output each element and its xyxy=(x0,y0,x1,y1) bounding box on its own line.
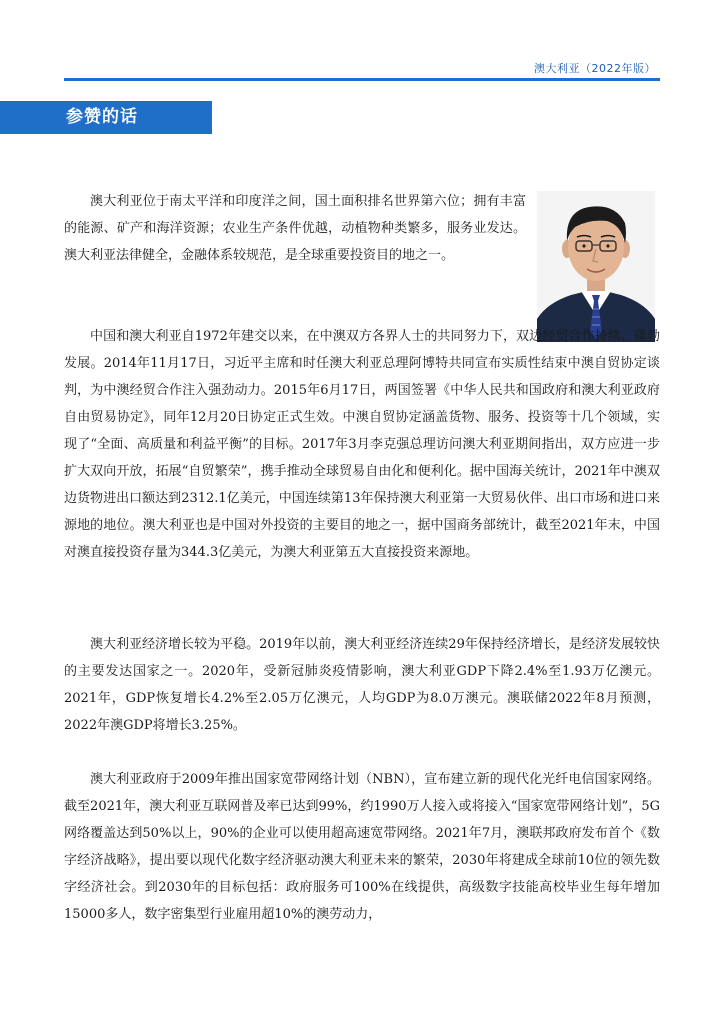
paragraph-economy: 澳大利亚经济增长较为平稳。2019年以前，澳大利亚经济连续29年保持经济增长，是经济发展较快的主要发达国家之一。2020年，受新冠肺炎疫情影响，澳大利亚GDP下降2.4%至1.93万亿澳元。2021年，GDP恢复增长4.2%至2.05万亿澳元，人均GDP为8.0万澳元。澳联储2022年8月预测，2022年澳GDP将增长3.25%。 xyxy=(64,637,660,733)
paragraph-digital-economy: 澳大利亚政府于2009年推出国家宽带网络计划（NBN），宣布建立新的现代化光纤电信国家网络。截至2021年，澳大利亚互联网普及率已达到99%，约1990万人接入或将接入“国家宽带网络计划”，5G网络覆盖达到50%以上，90%的企业可以使用超高速宽带网络。2021年7月，澳联邦政府发布首个《数字经济战略》，提出要以现代化数字经济驱动澳大利亚未来的繁荣，2030年将建成全球前10位的领先数字经济社会。到2030年的目标包括：政府服务可100%在线提供，高级数字技能高校毕业生每年增加15000多人，数字密集型行业雇用超10%的澳劳动力， xyxy=(64,772,660,922)
paragraph-intro: 澳大利亚位于南太平洋和印度洋之间，国土面积排名世界第六位；拥有丰富的能源、矿产和海洋资源；农业生产条件优越，动植物种类繁多，服务业发达。澳大利亚法律健全，金融体系较规范，是全球重要投资目的地之一。 xyxy=(64,194,526,263)
header-label: 澳大利亚（2022年版） xyxy=(534,62,656,75)
section-title: 参赞的话 xyxy=(66,107,138,127)
person-portrait-icon xyxy=(537,191,655,342)
paragraph-trade-relations: 中国和澳大利亚自1972年建交以来，在中澳双方各界人士的共同努力下，双边经贸合作持续、蓬勃发展。2014年11月17日，习近平主席和时任澳大利亚总理阿博特共同宣布实质性结束中澳自贸协定谈判，为中澳经贸合作注入强劲动力。2015年6月17日，两国签署《中华人民共和国政府和澳大利亚政府自由贸易协定》，同年12月20日协定正式生效。中澳自贸协定涵盖货物、服务、投资等十几个领域，实现了“全面、高质量和利益平衡”的目标。2017年3月李克强总理访问澳大利亚期间指出，双方应进一步扩大双向开放，拓展“自贸繁荣”，携手推动全球贸易自由化和便利化。据中国海关统计，2021年中澳双边货物进出口额达到2312.1亿美元，中国连续第13年保持澳大利亚第一大贸易伙伴、出口市场和进口来源地的地位。澳大利亚也是中国对外投资的主要目的地之一，据中国商务部统计，截至2021年末，中国对澳直接投资存量为344.3亿美元，为澳大利亚第五大直接投资来源地。 xyxy=(64,329,660,560)
section-tab xyxy=(0,101,212,134)
header-rule xyxy=(64,78,660,81)
